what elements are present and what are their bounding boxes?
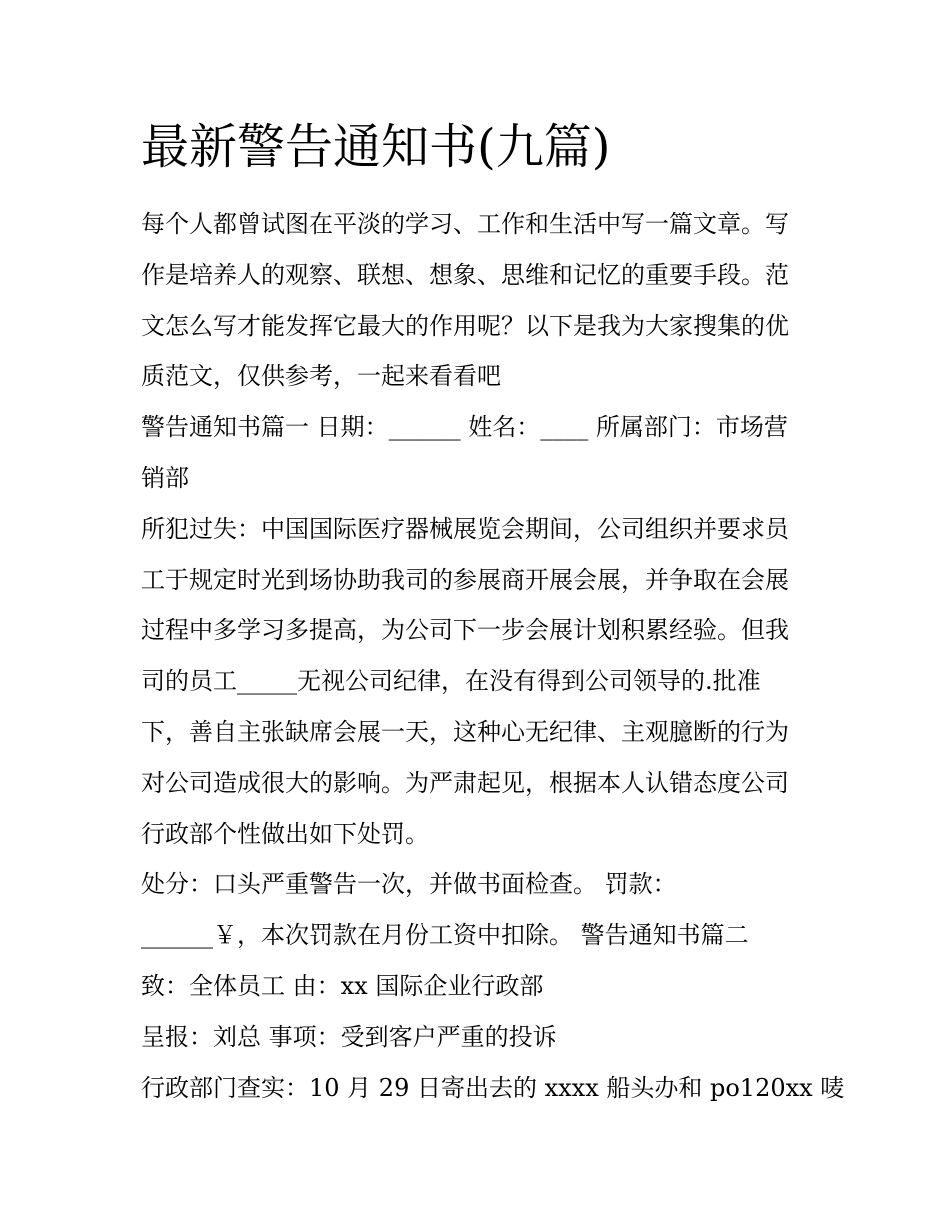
body-line: 处分：口头严重警告一次，并做书面检查。 罚款： xyxy=(141,870,677,899)
body-line: ______￥，本次罚款在月份工资中扣除。 警告通知书篇二 xyxy=(141,921,749,950)
body-line: 行政部门查实：10 月 29 日寄出去的 xxxx 船头办和 po120xx 唛 xyxy=(141,1073,845,1102)
body-line: 警告通知书篇一 日期：______ 姓名：____ 所属部门：市场营 xyxy=(141,413,788,442)
body-line: 销部 xyxy=(141,463,189,492)
body-line: 所犯过失：中国国际医疗器械展览会期间，公司组织并要求员 xyxy=(141,514,789,543)
body-line: 对公司造成很大的影响。为严肃起见，根据本人认错态度公司 xyxy=(141,768,789,797)
document-body xyxy=(141,199,845,1113)
body-line: 过程中多学习多提高，为公司下一步会展计划积累经验。但我 xyxy=(141,616,789,645)
body-line: 下，善自主张缺席会展一天，这种心无纪律、主观臆断的行为 xyxy=(141,717,789,746)
body-line: 司的员工_____无视公司纪律，在没有得到公司领导的.批准 xyxy=(141,667,761,696)
body-line: 呈报：刘总 事项：受到客户严重的投诉 xyxy=(141,1022,557,1051)
body-line: 工于规定时光到场协助我司的参展商开展会展，并争取在会展 xyxy=(141,565,789,594)
body-line: 致：全体员工 由：xx 国际企业行政部 xyxy=(141,971,544,1000)
body-line: 质范文，仅供参考，一起来看看吧 xyxy=(141,362,501,391)
document-title: 最新警告通知书(九篇) xyxy=(141,119,611,175)
body-line: 每个人都曾试图在平淡的学习、工作和生活中写一篇文章。写 xyxy=(141,210,789,238)
body-line: 文怎么写才能发挥它最大的作用呢？以下是我为大家搜集的优 xyxy=(141,311,789,340)
body-line: 行政部个性做出如下处罚。 xyxy=(141,819,429,848)
body-line: 作是培养人的观察、联想、想象、思维和记忆的重要手段。范 xyxy=(141,260,789,289)
